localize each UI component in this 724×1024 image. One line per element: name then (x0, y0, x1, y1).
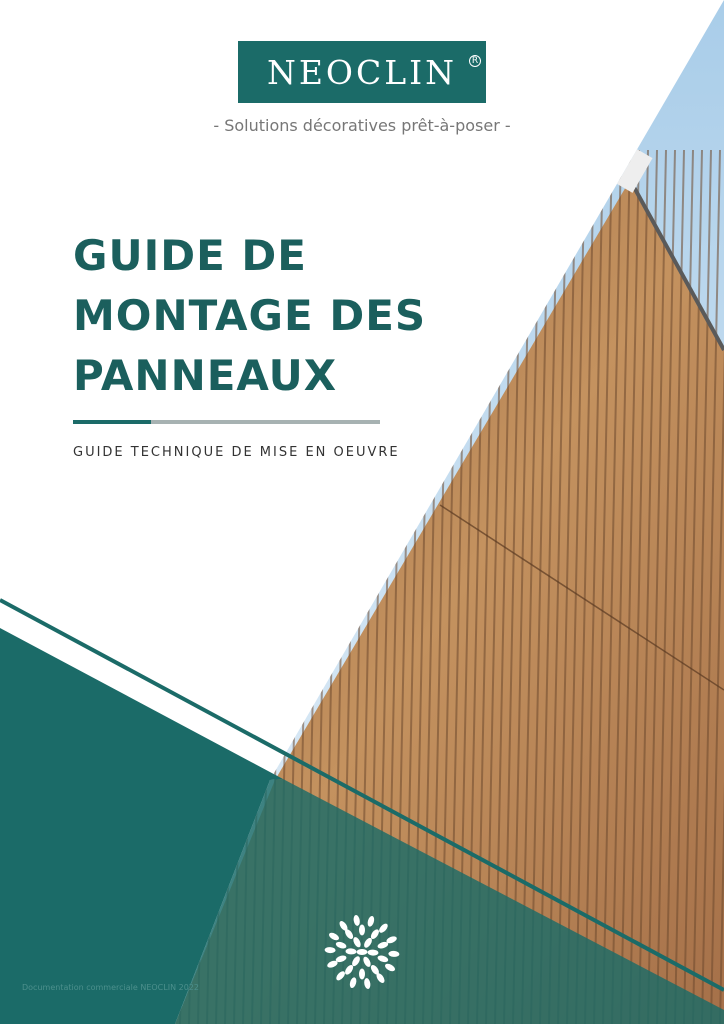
title-line-1: GUIDE DE (73, 231, 307, 280)
title-line-3: PANNEAUX (73, 351, 338, 400)
logo-text: NEOCLIN (266, 52, 458, 92)
subtitle: GUIDE TECHNIQUE DE MISE EN OEUVRE (73, 445, 400, 460)
tagline: - Solutions décoratives prêt-à-poser - (213, 116, 511, 135)
footer-note: Documentation commerciale NEOCLIN 2022 (22, 983, 199, 992)
page-title (73, 226, 473, 406)
title-line-2: MONTAGE DES (73, 291, 427, 340)
registered-mark: R (469, 55, 481, 67)
title-rule-accent (73, 420, 151, 424)
neoclin-logo (238, 41, 486, 103)
leaf-tree-icon (324, 914, 400, 990)
title-rule (151, 420, 380, 424)
